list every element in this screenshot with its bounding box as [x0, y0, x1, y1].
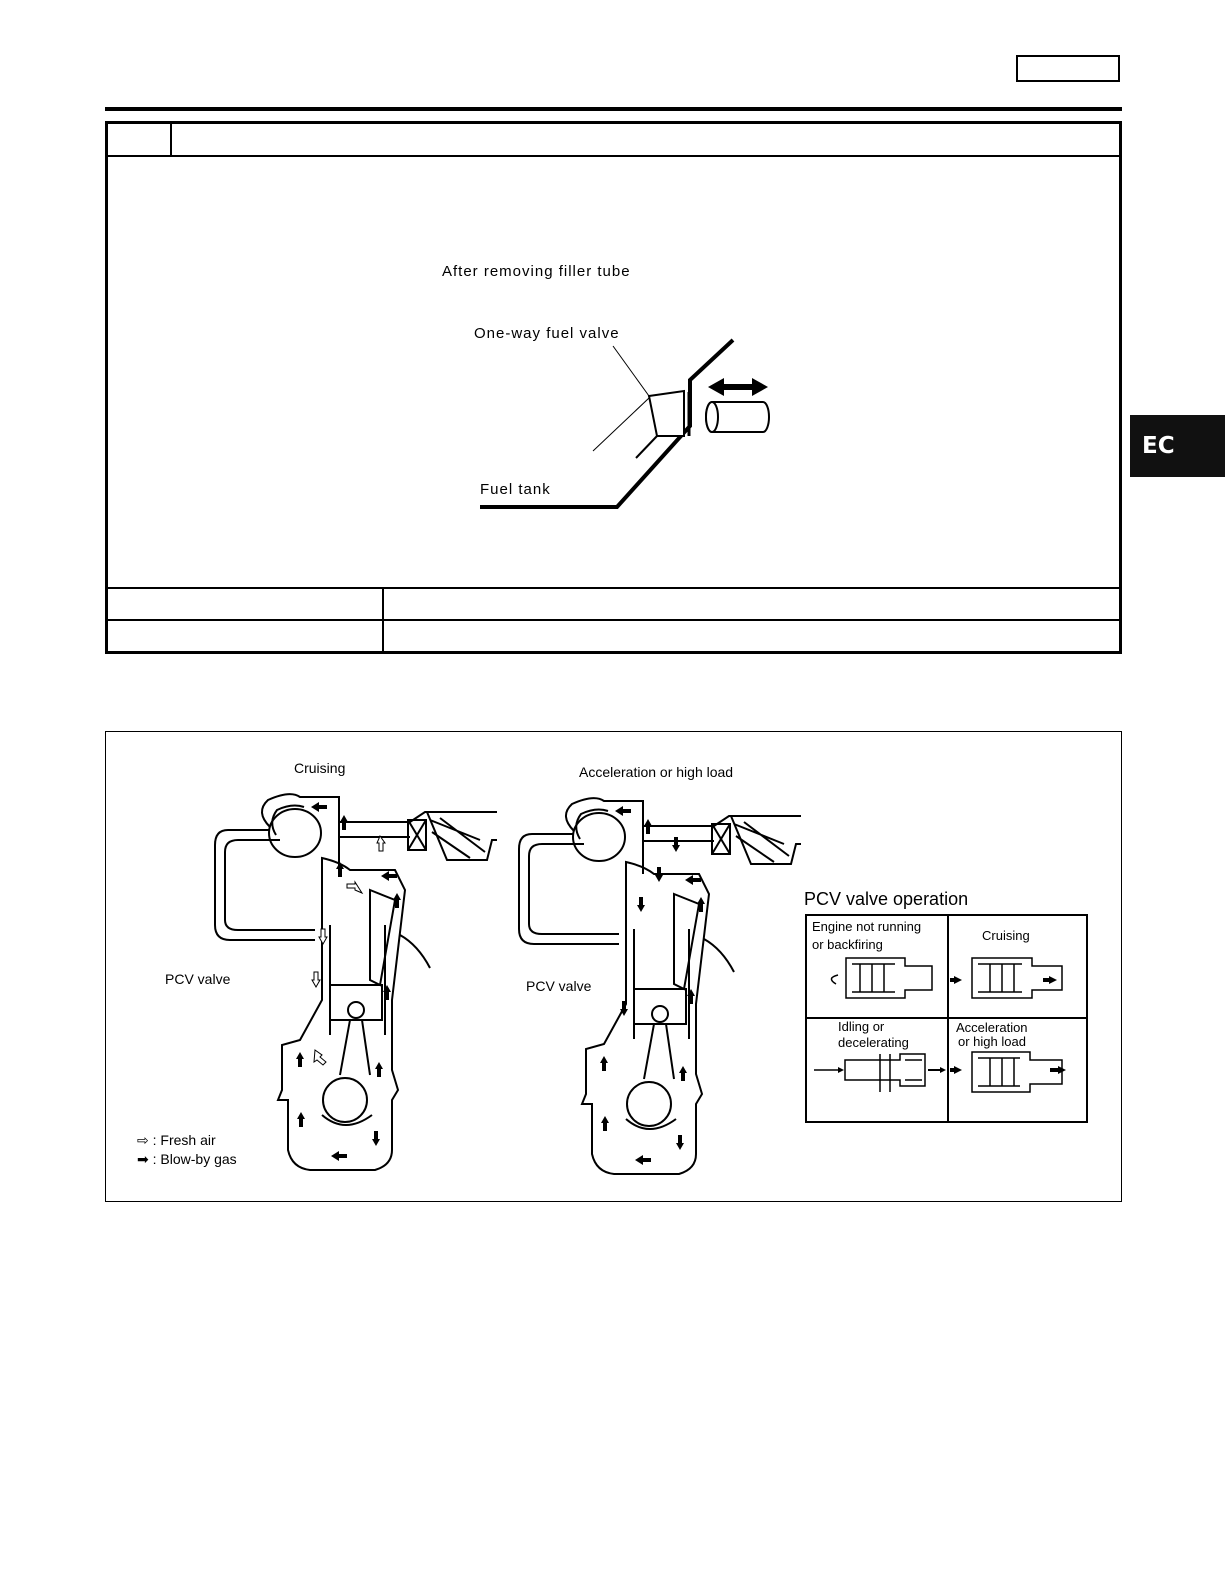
pcv-cell-1-line2: or backfiring	[812, 937, 883, 952]
section-tab-label: EC	[1142, 433, 1175, 459]
solid-arrow-icon: ➡	[137, 1151, 149, 1167]
pcv-cell-3-line2: decelerating	[838, 1035, 909, 1050]
pcv-cell-3-line1: Idling or	[838, 1019, 885, 1034]
label-pcv-valve-left: PCV valve	[165, 971, 231, 987]
pcv-cell-2: Cruising	[982, 928, 1030, 943]
hollow-arrow-icon: ⇨	[137, 1132, 149, 1148]
legend-fresh-air: ⇨ : Fresh air	[137, 1132, 216, 1148]
label-fuel-tank: Fuel tank	[480, 481, 551, 498]
pcv-cell-4-line2: or high load	[958, 1034, 1026, 1049]
label-pcv-valve-right: PCV valve	[526, 978, 592, 994]
label-acceleration: Acceleration or high load	[579, 764, 734, 780]
label-after-removing-filler-tube: After removing filler tube	[442, 263, 631, 280]
legend-blow-by-gas: ➡ : Blow-by gas	[137, 1151, 237, 1167]
pcv-cell-4-line1: Acceleration	[956, 1020, 1028, 1035]
pcv-cell-1-line1: Engine not running	[812, 919, 922, 934]
label-one-way-fuel-valve: One-way fuel valve	[474, 325, 620, 342]
pcv-operation-title: PCV valve operation	[804, 889, 969, 909]
label-cruising: Cruising	[294, 760, 346, 776]
